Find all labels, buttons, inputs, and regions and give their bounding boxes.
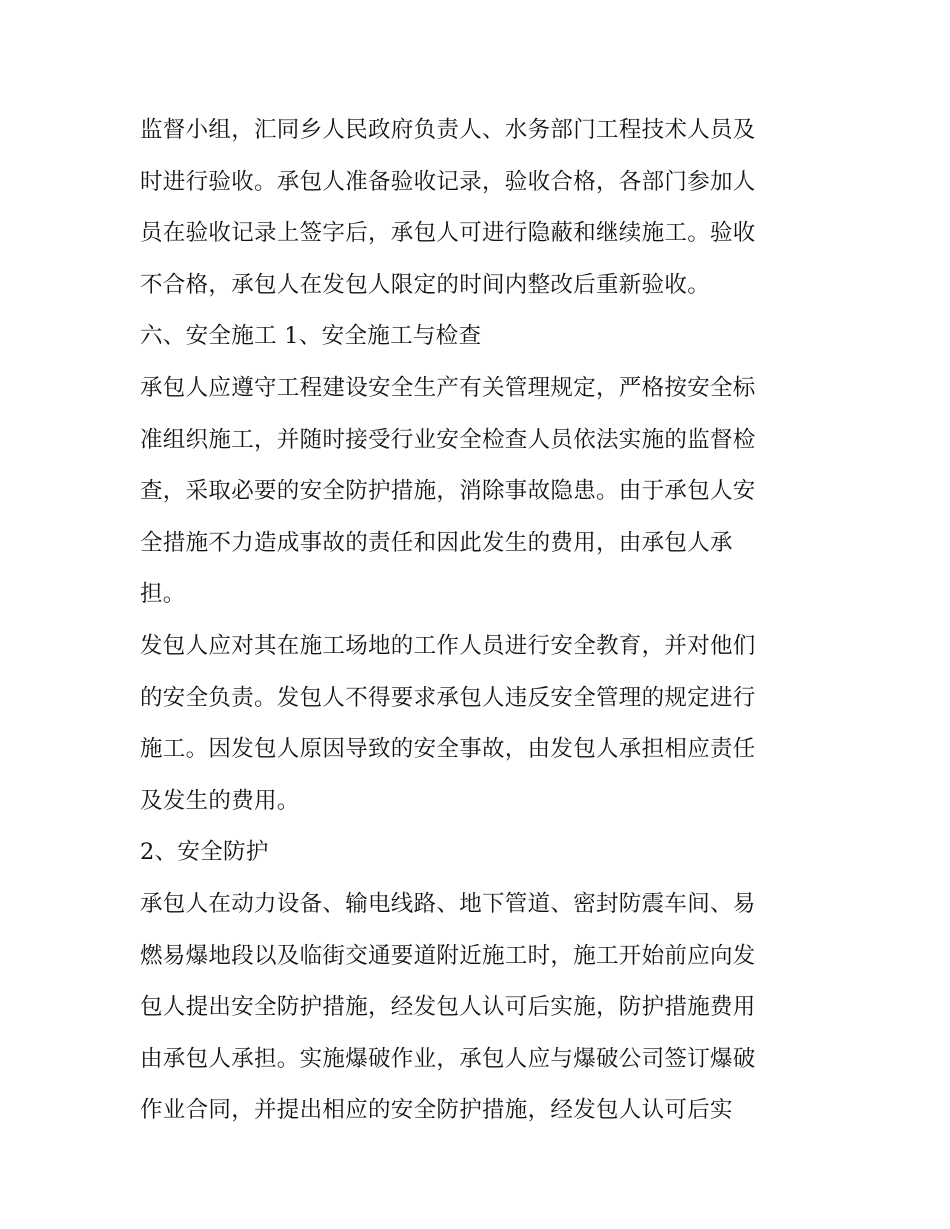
- text-line: 及发生的费用。: [140, 787, 300, 814]
- text-line: 承包人应遵守工程建设安全生产有关管理规定，严格按安全标: [140, 374, 756, 401]
- text-line: 作业合同，并提出相应的安全防护措施，经发包人认可后实: [140, 1097, 733, 1124]
- text-line: 不合格，承包人在发包人限定的时间内整改后重新验收。: [140, 271, 711, 298]
- text-line: 准组织施工，并随时接受行业安全检查人员依法实施的监督检: [140, 426, 756, 453]
- text-line: 员在验收记录上签字后，承包人可进行隐蔽和继续施工。验收: [140, 220, 756, 247]
- text-line: 时进行验收。承包人准备验收记录，验收合格，各部门参加人: [140, 168, 756, 195]
- text-line: 燃易爆地段以及临街交通要道附近施工时，施工开始前应向发: [140, 942, 756, 969]
- text-line: 承包人在动力设备、输电线路、地下管道、密封防震车间、易: [140, 890, 756, 917]
- text-line: 查，采取必要的安全防护措施，消除事故隐患。由于承包人安: [140, 478, 756, 505]
- text-line: 全措施不力造成事故的责任和因此发生的费用，由承包人承: [140, 529, 733, 556]
- text-line: 施工。因发包人原因导致的安全事故，由发包人承担相应责任: [140, 736, 756, 763]
- text-line: 由承包人承担。实施爆破作业，承包人应与爆破公司签订爆破: [140, 1045, 756, 1072]
- text-line: 包人提出安全防护措施，经发包人认可后实施，防护措施费用: [140, 994, 756, 1021]
- text-line: 的安全负责。发包人不得要求承包人违反安全管理的规定进行: [140, 684, 756, 711]
- text-line: 发包人应对其在施工场地的工作人员进行安全教育，并对他们: [140, 632, 756, 659]
- section-heading: 六、安全施工 1、安全施工与检查: [140, 323, 482, 350]
- subsection-heading: 2、安全防护: [140, 839, 269, 866]
- text-line: 监督小组，汇同乡人民政府负责人、水务部门工程技术人员及: [140, 117, 756, 143]
- text-line: 担。: [140, 581, 186, 608]
- document-body: [140, 105, 820, 1137]
